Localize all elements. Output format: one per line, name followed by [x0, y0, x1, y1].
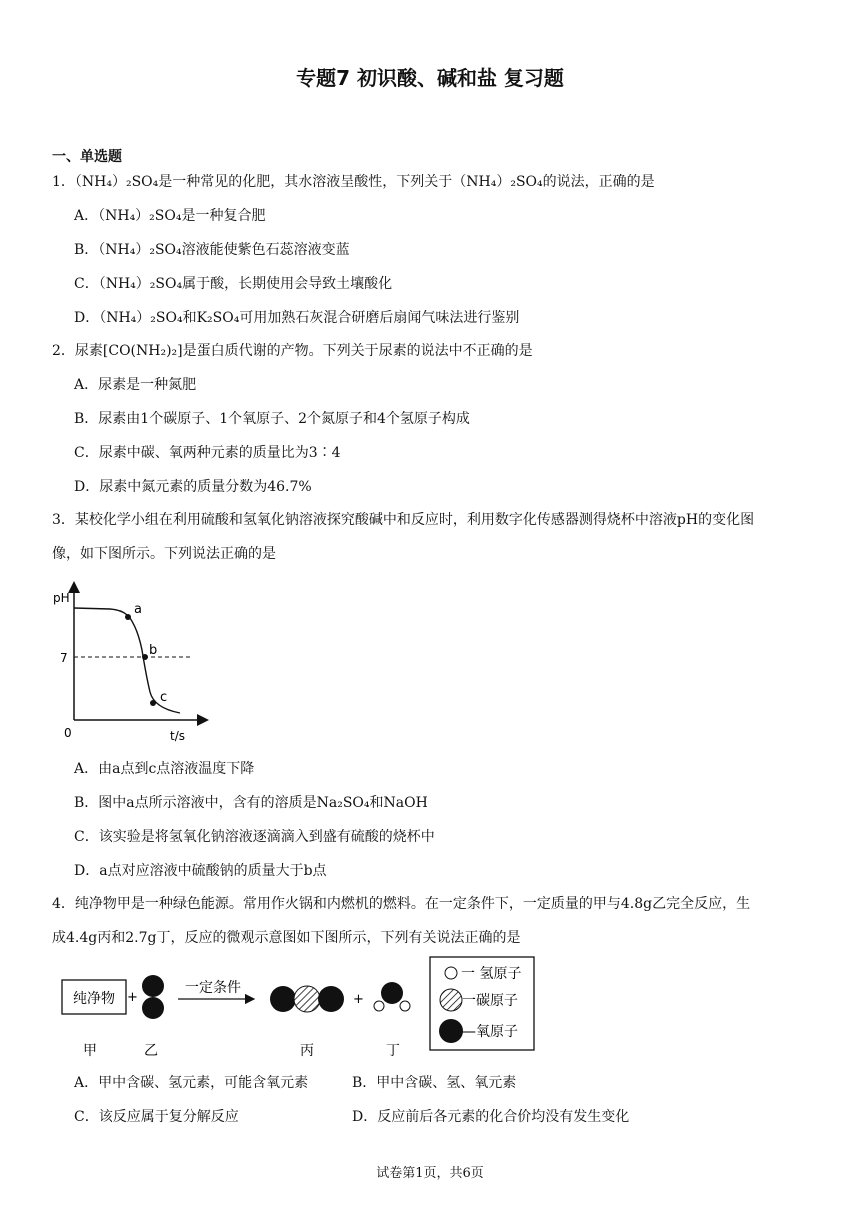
label-c: c: [160, 690, 168, 705]
q3-option-d: D．a点对应溶液中硫酸钠的质量大于b点: [74, 863, 327, 879]
origin-label: 0: [64, 726, 72, 740]
legend-hydrogen-label: 一 氢原子: [461, 966, 522, 982]
y-axis-label: pH: [53, 591, 70, 605]
oxygen-atom: [142, 997, 164, 1019]
x-axis-label: t/s: [170, 729, 185, 743]
legend-oxygen-label: —氧原子: [462, 1024, 518, 1040]
substance-jia-label: 纯净物: [73, 991, 115, 1007]
q3-option-a: A．由a点到c点溶液温度下降: [74, 761, 255, 777]
plus-sign-1: +: [127, 990, 138, 1005]
q1-option-b: B．（NH₄）₂SO₄溶液能使紫色石蕊溶液变蓝: [74, 242, 350, 258]
label-a: a: [134, 602, 142, 617]
caption-ding: 丁: [386, 1043, 400, 1059]
q4-option-b: B．甲中含碳、氢、氧元素: [352, 1075, 517, 1091]
point-c: [150, 700, 156, 706]
q2-option-a: A．尿素是一种氮肥: [74, 377, 197, 393]
ph-7-label: 7: [60, 651, 68, 665]
question-3-stem-line1: 3．某校化学小组在利用硫酸和氢氧化钠溶液探究酸碱中和反应时，利用数字化传感器测得烧杯中溶液pH的变化图: [52, 512, 755, 528]
q3-option-c: C．该实验是将氢氧化钠溶液逐滴滴入到盛有硫酸的烧杯中: [74, 829, 435, 845]
carbon-atom: [294, 986, 320, 1012]
legend-carbon-label: 一碳原子: [462, 993, 518, 1009]
point-b: [142, 654, 148, 660]
q2-option-c: C．尿素中碳、氧两种元素的质量比为3∶4: [74, 445, 341, 461]
hydrogen-atom: [400, 1001, 410, 1011]
reaction-micro-diagram: [56, 955, 540, 1065]
oxygen-atom: [318, 986, 344, 1012]
question-4-stem-line1: 4．纯净物甲是一种绿色能源。常用作火锅和内燃机的燃料。在一定条件下，一定质量的甲与4.8g乙完全反应，生: [52, 896, 751, 912]
question-1-stem: 1．（NH₄）₂SO₄是一种常见的化肥，其水溶液呈酸性，下列关于（NH₄）₂SO₄的说法，正确的是: [52, 174, 655, 190]
oxygen-atom: [270, 986, 296, 1012]
q2-option-b: B．尿素由1个碳原子、1个氧原子、2个氮原子和4个氢原子构成: [74, 411, 470, 427]
reaction-condition: 一定条件: [185, 980, 241, 996]
q4-option-a: A．甲中含碳、氢元素，可能含氧元素: [74, 1075, 309, 1091]
legend-hydrogen-icon: [445, 967, 457, 979]
caption-jia: 甲: [83, 1043, 97, 1059]
caption-bing: 丙: [300, 1043, 314, 1059]
page-title: 专题7 初识酸、碱和盐 复习题: [296, 66, 564, 90]
question-2-stem: 2．尿素[CO(NH₂)₂]是蛋白质代谢的产物。下列关于尿素的说法中不正确的是: [52, 343, 533, 359]
q4-option-c: C．该反应属于复分解反应: [74, 1109, 239, 1125]
label-b: b: [149, 643, 158, 658]
oxygen-atom: [142, 975, 164, 997]
ph-curve-graph: [50, 580, 215, 745]
question-3-stem-line2: 像，如下图所示。下列说法正确的是: [52, 546, 276, 562]
oxygen-atom: [381, 982, 403, 1004]
q4-option-d: D．反应前后各元素的化合价均没有发生变化: [352, 1109, 630, 1125]
plus-sign-2: +: [353, 992, 364, 1007]
q2-option-d: D．尿素中氮元素的质量分数为46.7%: [74, 479, 312, 495]
legend-carbon-icon: [440, 989, 462, 1011]
legend-oxygen-icon: [439, 1019, 463, 1043]
q1-option-d: D．（NH₄）₂SO₄和K₂SO₄可用加熟石灰混合研磨后扇闻气味法进行鉴别: [74, 310, 520, 326]
q3-option-b: B．图中a点所示溶液中，含有的溶质是Na₂SO₄和NaOH: [74, 795, 428, 811]
q1-option-c: C．（NH₄）₂SO₄属于酸，长期使用会导致土壤酸化: [74, 276, 393, 292]
question-4-stem-line2: 成4.4g丙和2.7g丁，反应的微观示意图如下图所示，下列有关说法正确的是: [52, 930, 521, 946]
caption-yi: 乙: [144, 1043, 158, 1059]
point-a: [125, 614, 131, 620]
hydrogen-atom: [374, 1001, 384, 1011]
q1-option-a: A．（NH₄）₂SO₄是一种复合肥: [74, 208, 266, 224]
section-heading: 一、单选题: [52, 149, 122, 165]
page-footer: 试卷第1页，共6页: [376, 1166, 484, 1181]
